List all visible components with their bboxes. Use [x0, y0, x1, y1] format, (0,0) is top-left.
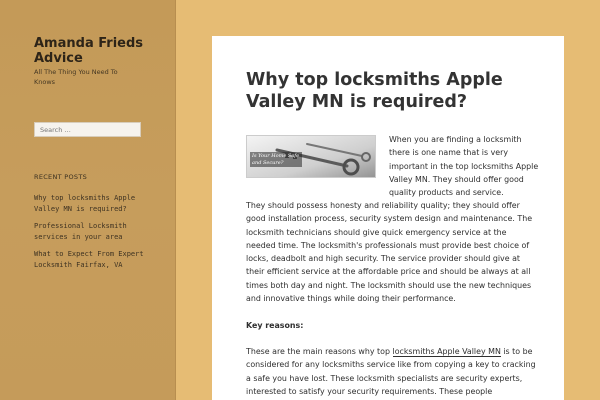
- article: [212, 36, 564, 400]
- post-image: [246, 135, 376, 178]
- recent-post-link[interactable]: Professional Locksmith services in your area: [34, 222, 127, 241]
- list-item: [34, 221, 146, 243]
- paragraph-text: These are the main reasons why top: [246, 347, 393, 356]
- recent-posts-list: [34, 193, 146, 277]
- post-title: Why top locksmiths Apple Valley MN is required?: [246, 70, 503, 112]
- recent-posts-heading: RECENT POSTS: [34, 173, 88, 181]
- site-title[interactable]: Amanda Frieds Advice: [34, 36, 144, 66]
- key-reasons-heading: Key reasons:: [246, 321, 304, 330]
- recent-post-link[interactable]: Why top locksmiths Apple Valley MN is required?: [34, 194, 136, 213]
- post-paragraph: They should possess honesty and reliability quality; they should offer good installation process, security system design and maintenance. The locksmith technicians should give quick emergency service at the needed time. The locksmith's professionals must provide best choice of locks, deadbolt and high security. The service provider should give at their efficient service at the affordable price and should be always at all times both day and night. The locksmith should use the new techniques and innovative things while doing their performance.: [246, 201, 533, 303]
- paragraph-text: is to be considered for any locksmiths service like from copying a key to cracking a safe you have lost. These locksmith specialists are security experts, interested to satisfy your security requirements. These people: [246, 347, 536, 396]
- post-paragraph: [246, 345, 536, 398]
- post-paragraph: When you are finding a locksmith there is one name that is very important in the top locksmiths Apple Valley MN. They should offer good quality products and service.: [389, 135, 539, 197]
- list-item: [34, 249, 146, 271]
- locksmith-link[interactable]: locksmiths Apple Valley MN: [392, 347, 501, 356]
- image-caption: Is Your Home Safe and Secure?: [250, 152, 302, 167]
- list-item: [34, 193, 146, 215]
- site-description: All The Thing You Need To Knows: [34, 68, 118, 86]
- recent-post-link[interactable]: What to Expect From Expert Locksmith Fairfax, VA: [34, 250, 144, 269]
- search-input[interactable]: [34, 122, 141, 137]
- sidebar: [0, 0, 176, 400]
